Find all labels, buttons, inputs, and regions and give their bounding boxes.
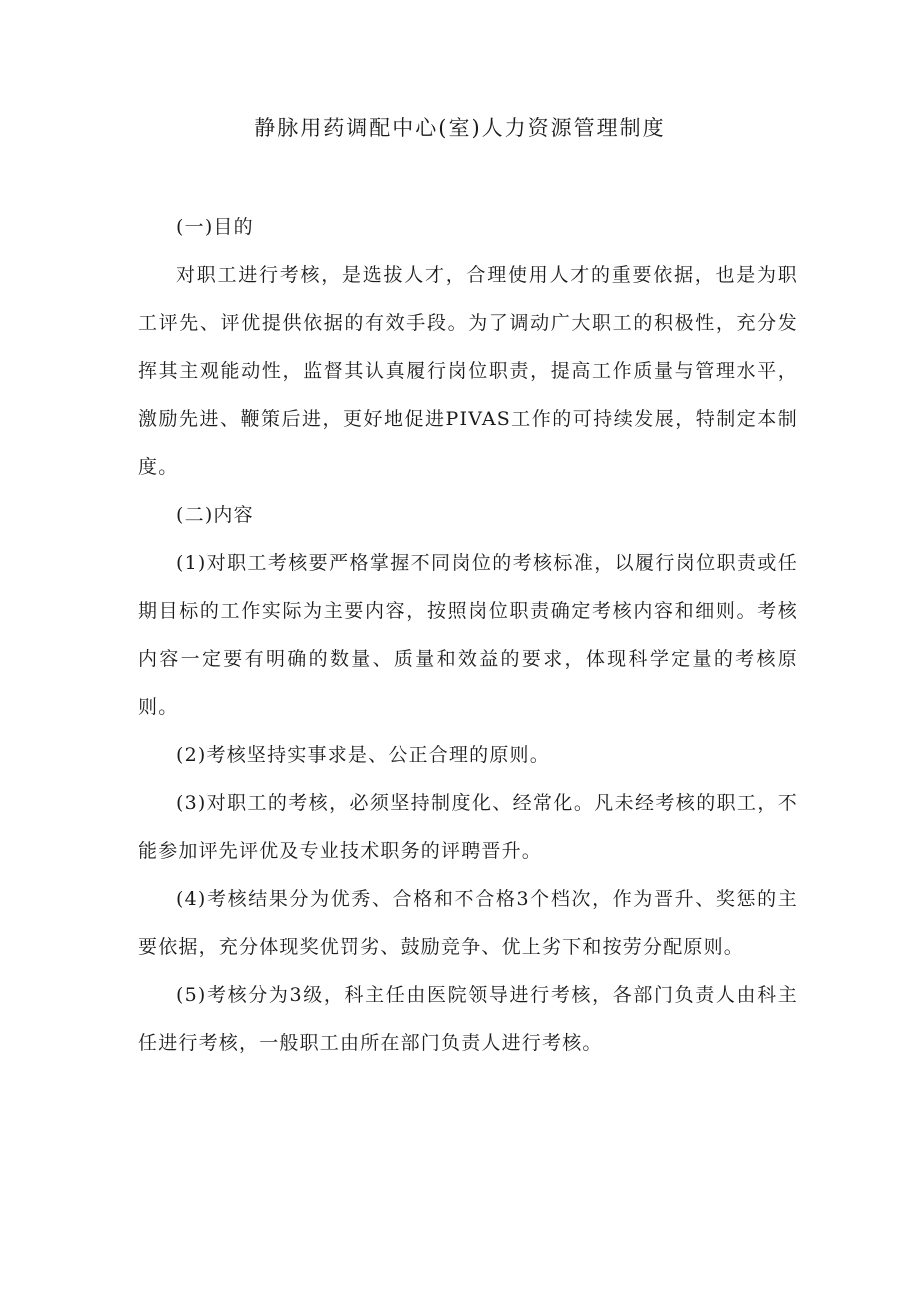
document-title: 静脉用药调配中心(室)人力资源管理制度 <box>254 116 666 140</box>
section-heading-purpose: (一)目的 <box>176 216 254 238</box>
section-heading-content: (二)内容 <box>176 504 254 526</box>
content-item-1: (1)对职工考核要严格掌握不同岗位的考核标准，以履行岗位职责或任期目标的工作实际为主要内容，按照岗位职责确定考核内容和细则。考核内容一定要有明确的数量、质量和效益的要求，体现科学定量的考核原则。 <box>138 552 798 718</box>
content-item-4: (4)考核结果分为优秀、合格和不合格3个档次，作为晋升、奖惩的主要依据，充分体现奖优罚劣、鼓励竞争、优上劣下和按劳分配原则。 <box>138 888 798 958</box>
content-item-3: (3)对职工的考核，必须坚持制度化、经常化。凡未经考核的职工，不能参加评先评优及专业技术职务的评聘晋升。 <box>138 792 798 862</box>
document-body <box>138 203 798 1067</box>
content-item-2: (2)考核坚持实事求是、公正合理的原则。 <box>176 744 550 766</box>
content-item-5: (5)考核分为3级，科主任由医院领导进行考核，各部门负责人由科主任进行考核，一般职工由所在部门负责人进行考核。 <box>138 984 798 1054</box>
purpose-paragraph: 对职工进行考核，是选拔人才，合理使用人才的重要依据，也是为职工评先、评优提供依据的有效手段。为了调动广大职工的积极性，充分发挥其主观能动性，监督其认真履行岗位职责，提高工作质量与管理水平，激励先进、鞭策后进，更好地促进PIVAS工作的可持续发展，特制定本制度。 <box>138 264 798 478</box>
